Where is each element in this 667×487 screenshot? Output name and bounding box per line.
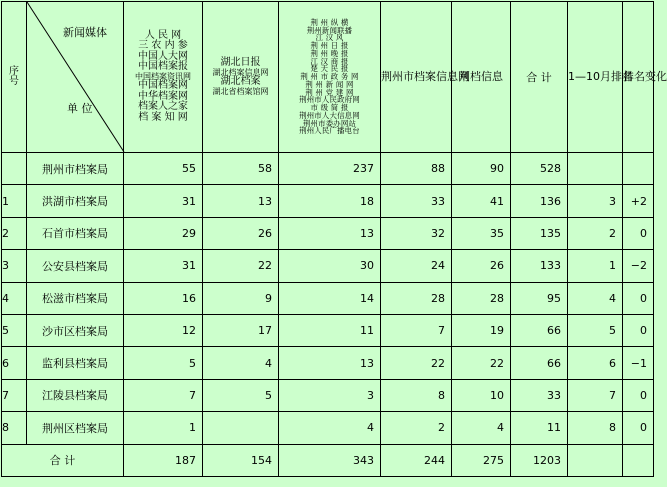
- row-unit: 公安县档案局: [27, 250, 124, 282]
- col-hubei-line: 湖北日报: [220, 57, 261, 69]
- row-total: 95: [511, 282, 568, 314]
- media-label: 新闻媒体: [63, 26, 107, 39]
- totals-label: 合 计: [2, 444, 124, 476]
- col-national-line: 中国档案网: [138, 80, 188, 92]
- row-jingzhou: 14: [279, 282, 381, 314]
- row-rank: 2: [568, 217, 623, 249]
- row-jingzhou: 4: [279, 412, 381, 444]
- row-seq: 8: [2, 412, 27, 444]
- header-rank: 1—10月排名: [568, 2, 623, 153]
- row-seq: 3: [2, 250, 27, 282]
- header-hubei-media: [203, 2, 279, 153]
- row-hubei: 58: [203, 153, 279, 185]
- col-jingzhou-line: 荆州市人民政府网: [299, 95, 360, 105]
- row-unit: 荆州市档案局: [27, 153, 124, 185]
- row-total: 11: [511, 412, 568, 444]
- col-jingzhou-line: 江 汉 风: [315, 33, 344, 43]
- totals-jingzhou: 343: [279, 444, 381, 476]
- row-unit: 沙市区档案局: [27, 314, 124, 346]
- row-change: [623, 153, 654, 185]
- col-jingzhou-line: 市 级 简 报: [310, 103, 349, 113]
- row-unit: 江陵县档案局: [27, 379, 124, 411]
- row-unit: 松滋市档案局: [27, 282, 124, 314]
- row-change: −1: [623, 347, 654, 379]
- row-rank: 1: [568, 250, 623, 282]
- row-hubei: [203, 412, 279, 444]
- col-jingzhou-line: 荆州市委办网站: [302, 118, 357, 128]
- row-site: 33: [381, 185, 452, 217]
- row-info: 4: [452, 412, 511, 444]
- totals-row: [2, 444, 654, 476]
- row-seq: 7: [2, 379, 27, 411]
- row-jingzhou: 11: [279, 314, 381, 346]
- row-change: −2: [623, 250, 654, 282]
- header-total: 合 计: [511, 2, 568, 153]
- row-info: 35: [452, 217, 511, 249]
- unit-label: 单 位: [67, 102, 93, 115]
- row-site: 22: [381, 347, 452, 379]
- col-national-line: 三 农 内 参: [138, 40, 188, 52]
- col-hubei-line: 湖北档案: [220, 76, 261, 87]
- row-rank: 3: [568, 185, 623, 217]
- row-site: 8: [381, 379, 452, 411]
- row-rank: [568, 153, 623, 185]
- row-jingzhou: 237: [279, 153, 381, 185]
- row-hubei: 4: [203, 347, 279, 379]
- row-hubei: 5: [203, 379, 279, 411]
- col-jingzhou-line: 荆 州 纵 横: [310, 17, 349, 27]
- row-change: +2: [623, 185, 654, 217]
- row-national: 5: [124, 347, 203, 379]
- col-jingzhou-line: 荆州新闻联播: [306, 25, 353, 35]
- row-national: 1: [124, 412, 203, 444]
- row-total: 66: [511, 314, 568, 346]
- col-jingzhou-line: 荆 州 党 建 网: [305, 87, 354, 97]
- col-national-line: 档 案 知 网: [138, 111, 188, 123]
- row-site: 7: [381, 314, 452, 346]
- table-row: [2, 217, 654, 249]
- row-national: 31: [124, 185, 203, 217]
- header-archive-info: 荆档信息: [452, 2, 511, 153]
- row-info: 28: [452, 282, 511, 314]
- row-seq: 6: [2, 347, 27, 379]
- row-jingzhou: 18: [279, 185, 381, 217]
- row-site: 28: [381, 282, 452, 314]
- table-row: [2, 250, 654, 282]
- table-row: [2, 282, 654, 314]
- row-national: 29: [124, 217, 203, 249]
- row-jingzhou: 13: [279, 217, 381, 249]
- col-jingzhou-line: 楚 天 民 报: [310, 64, 349, 74]
- col-national-line: 档案人之家: [138, 101, 188, 113]
- statistics-table: [1, 1, 667, 477]
- totals-national: 187: [124, 444, 203, 476]
- table-row: [2, 314, 654, 346]
- header-seq: 序 号: [2, 2, 27, 153]
- row-site: 2: [381, 412, 452, 444]
- table-row: [2, 153, 654, 185]
- totals-change: [623, 444, 654, 476]
- row-national: 7: [124, 379, 203, 411]
- row-change: 0: [623, 412, 654, 444]
- row-info: 26: [452, 250, 511, 282]
- col-national-line: 中国档案报: [138, 61, 188, 73]
- row-unit: 洪湖市档案局: [27, 185, 124, 217]
- col-jingzhou-line: 荆 州 市 政 务 网: [300, 72, 359, 82]
- table-row: [2, 379, 654, 411]
- col-jingzhou-line: 荆州市人大信息网: [299, 110, 360, 120]
- col-jingzhou-line: 江 汉 商 报: [310, 56, 349, 66]
- row-site: 32: [381, 217, 452, 249]
- row-unit: 荆州区档案局: [27, 412, 124, 444]
- row-total: 33: [511, 379, 568, 411]
- row-info: 22: [452, 347, 511, 379]
- col-jingzhou-line: 荆 州 日 报: [310, 41, 349, 51]
- col-national-line: 中国档案资讯网: [135, 71, 191, 81]
- row-rank: 5: [568, 314, 623, 346]
- row-jingzhou: 30: [279, 250, 381, 282]
- row-hubei: 22: [203, 250, 279, 282]
- row-seq: [2, 153, 27, 185]
- row-national: 31: [124, 250, 203, 282]
- row-change: 0: [623, 314, 654, 346]
- row-jingzhou: 13: [279, 347, 381, 379]
- row-hubei: 26: [203, 217, 279, 249]
- row-total: 135: [511, 217, 568, 249]
- row-national: 55: [124, 153, 203, 185]
- row-change: 0: [623, 379, 654, 411]
- row-change: 0: [623, 217, 654, 249]
- col-jingzhou-line: 荆 州 新 闻 网: [305, 79, 354, 89]
- row-seq: 2: [2, 217, 27, 249]
- totals-rank: [568, 444, 623, 476]
- row-info: 10: [452, 379, 511, 411]
- row-rank: 7: [568, 379, 623, 411]
- row-info: 41: [452, 185, 511, 217]
- row-total: 136: [511, 185, 568, 217]
- row-rank: 4: [568, 282, 623, 314]
- header-diagonal-cell: [27, 2, 124, 153]
- row-unit: 监利县档案局: [27, 347, 124, 379]
- totals-site: 244: [381, 444, 452, 476]
- row-rank: 6: [568, 347, 623, 379]
- row-total: 66: [511, 347, 568, 379]
- row-hubei: 9: [203, 282, 279, 314]
- row-site: 24: [381, 250, 452, 282]
- row-total: 528: [511, 153, 568, 185]
- row-seq: 5: [2, 314, 27, 346]
- header-row: [2, 2, 654, 153]
- totals-info: 275: [452, 444, 511, 476]
- col-national-line: 中华档案网: [138, 90, 188, 102]
- totals-total: 1203: [511, 444, 568, 476]
- header-archive-site: 荆州市档案信息网: [381, 2, 452, 153]
- header-national-media: [124, 2, 203, 153]
- col-national-line: 中国人大网: [138, 50, 188, 62]
- col-jingzhou-line: 荆州人民广播电台: [299, 126, 360, 136]
- row-site: 88: [381, 153, 452, 185]
- row-seq: 4: [2, 282, 27, 314]
- row-unit: 石首市档案局: [27, 217, 124, 249]
- row-seq: 1: [2, 185, 27, 217]
- row-jingzhou: 3: [279, 379, 381, 411]
- table-row: [2, 347, 654, 379]
- col-hubei-line: 湖北省档案馆网: [212, 86, 269, 96]
- row-rank: 8: [568, 412, 623, 444]
- table-row: [2, 185, 654, 217]
- row-hubei: 13: [203, 185, 279, 217]
- col-national-line: 人 民 网: [144, 29, 182, 41]
- row-change: 0: [623, 282, 654, 314]
- totals-hubei: 154: [203, 444, 279, 476]
- row-total: 133: [511, 250, 568, 282]
- row-national: 12: [124, 314, 203, 346]
- header-change: 排名变化: [623, 2, 654, 153]
- row-info: 19: [452, 314, 511, 346]
- col-hubei-line: 湖北档案信息网: [212, 67, 269, 77]
- row-national: 16: [124, 282, 203, 314]
- col-jingzhou-line: 荆 州 晚 报: [310, 48, 349, 58]
- table-row: [2, 412, 654, 444]
- header-jingzhou-media: [279, 2, 381, 153]
- row-info: 90: [452, 153, 511, 185]
- row-hubei: 17: [203, 314, 279, 346]
